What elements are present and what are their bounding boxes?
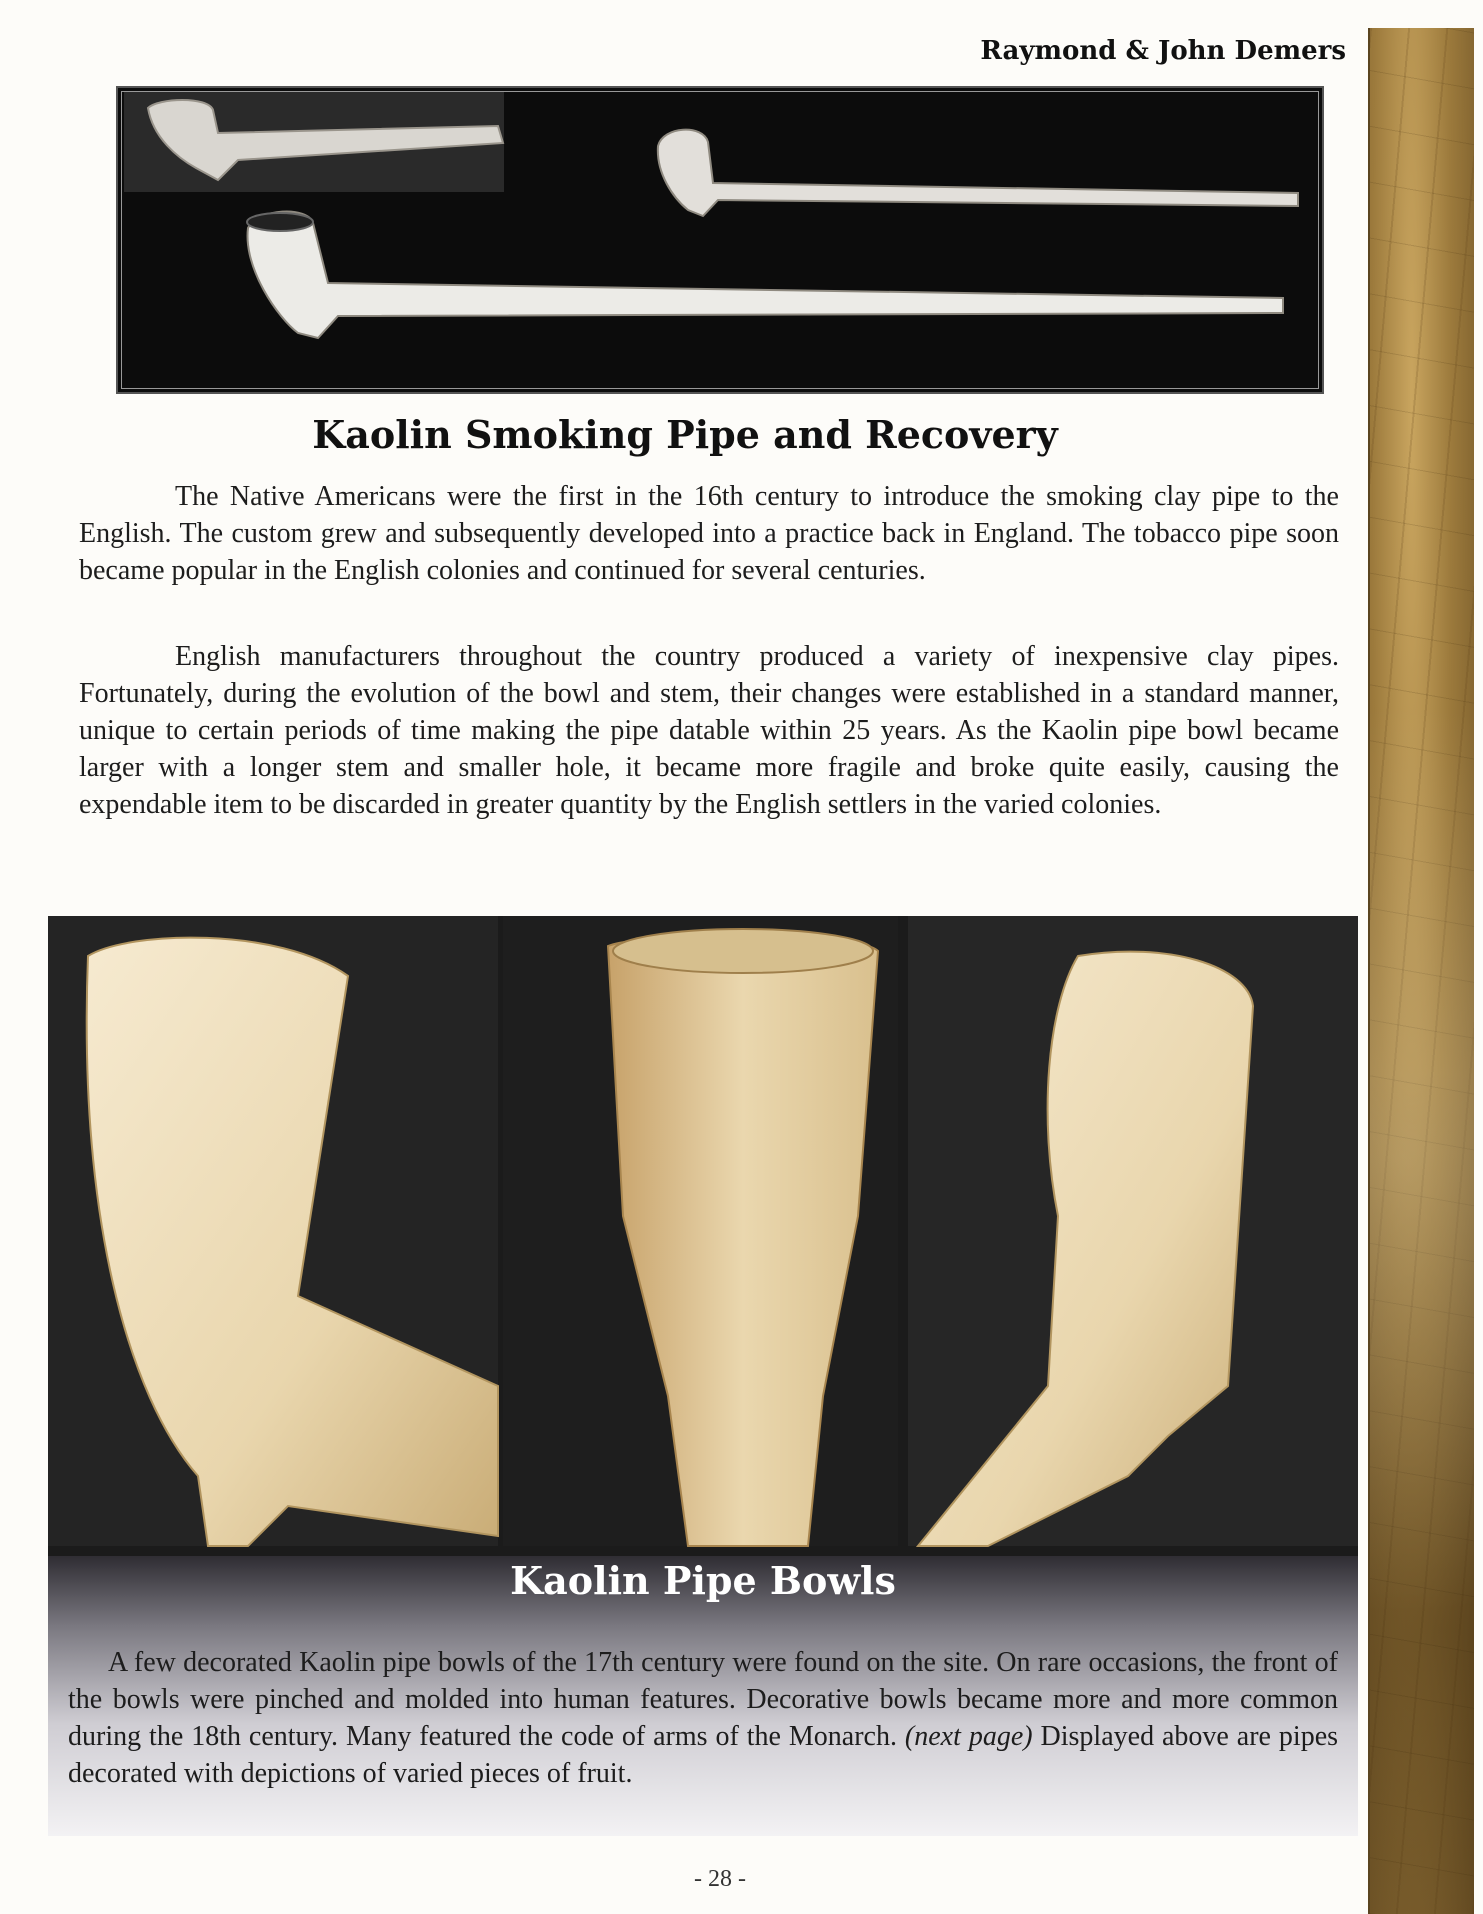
pipe-bowls-illustration [48, 916, 1358, 1556]
body-paragraph-1: The Native Americans were the first in the 16th century to introduce the smoking clay pipe to the English. The custom grew and subsequently developed into a practice back in England. The tobacco pipe soon became popular in the English colonies and continued for several centuries. [79, 481, 1339, 586]
body-paragraph-2: English manufacturers throughout the country produced a variety of inexpensive clay pipes. Fortunately, during the evolution of the bowl and stem, their changes were established in a standard manner, unique to certain periods of time making the pipe datable within 25 years. As the Kaolin pipe bowl became larger with a longer stem and smaller hole, it became more fragile and broke quite easily, causing the expendable item to be discarded in greater quantity by the English settlers in the varied colonies. [79, 641, 1339, 820]
pipe-bowls-photo [48, 916, 1358, 1556]
section-title: Kaolin Smoking Pipe and Recovery [312, 412, 1058, 457]
caption-title: Kaolin Pipe Bowls [510, 1558, 896, 1603]
decorative-map-border [1368, 28, 1474, 1914]
long-clay-pipe-image [247, 212, 1283, 338]
caption-text-2: Displayed above are pipes decorated with depictions of varied pieces of fruit. [68, 1721, 1339, 1789]
next-page-note: (next page) [904, 1721, 1033, 1752]
page-number: - 28 - [694, 1866, 746, 1892]
long-stem-pipe-image [658, 130, 1298, 216]
caption-paragraph [68, 1644, 1338, 1792]
clay-pipes-photo [116, 86, 1324, 394]
clay-pipes-illustration [118, 88, 1322, 392]
pipe-bowls-caption [48, 1556, 1358, 1836]
caption-text-1: A few decorated Kaolin pipe bowls of the 17th century were found on the site. On rare occasions, the front of the bowls were pinched and molded into human features. Decorative bowls became more and more common during the 18th century. Many featured the code of arms of the Monarch. [68, 1647, 1338, 1752]
running-header-author: Raymond & John Demers [980, 36, 1346, 66]
